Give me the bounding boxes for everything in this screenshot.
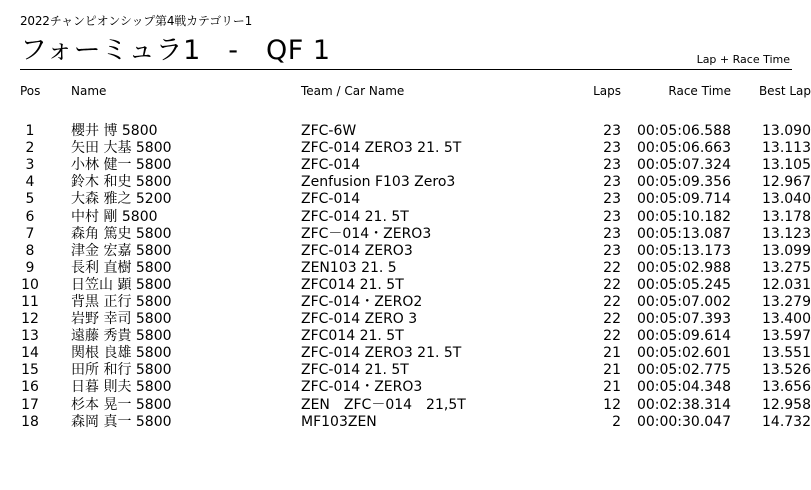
cell-race-time: 00:00:30.047: [636, 413, 731, 430]
cell-race-time: 00:05:04.348: [636, 379, 731, 396]
cell-laps: 22: [603, 259, 621, 276]
cell-race-time: 00:05:09.614: [636, 328, 731, 345]
cell-best-lap: 12.958: [762, 396, 811, 413]
cell-team: ZFC-014・ZERO3: [301, 379, 423, 396]
table-row: [8, 277, 811, 294]
cell-team: ZEN ZFC－014 21,5T: [301, 396, 466, 413]
report-mode-label: Lap + Race Time: [696, 53, 790, 66]
cell-name: 森岡 真一 5800: [71, 413, 172, 430]
column-header-pos: Pos: [20, 84, 41, 98]
cell-race-time: 00:05:02.775: [636, 362, 731, 379]
cell-race-time: 00:05:06.588: [636, 123, 731, 140]
cell-team: ZFC-6W: [301, 123, 357, 140]
cell-laps: 23: [603, 242, 621, 259]
page-title: フォーミュラ1 - QF 1: [20, 35, 331, 66]
cell-name: 遠藤 秀貴 5800: [71, 328, 172, 345]
cell-name: 大森 雅之 5200: [71, 191, 172, 208]
table-row: [8, 379, 811, 396]
cell-best-lap: 13.551: [762, 345, 811, 362]
cell-pos: 8: [25, 242, 35, 259]
table-row: [8, 397, 811, 414]
cell-pos: 16: [21, 379, 39, 396]
cell-pos: 10: [21, 276, 39, 293]
cell-name: 津金 宏嘉 5800: [71, 242, 172, 259]
cell-pos: 9: [25, 259, 35, 276]
cell-laps: 23: [603, 140, 621, 157]
cell-name: 杉本 晃一 5800: [71, 396, 172, 413]
cell-race-time: 00:05:07.324: [636, 157, 731, 174]
cell-laps: 21: [603, 379, 621, 396]
cell-team: ZFC-014: [301, 191, 361, 208]
table-row: [8, 414, 811, 431]
column-header-race-time: Race Time: [668, 84, 731, 98]
table-row: [8, 362, 811, 379]
cell-team: ZFC014 21. 5T: [301, 276, 404, 293]
cell-best-lap: 13.279: [762, 293, 811, 310]
cell-best-lap: 13.090: [762, 123, 811, 140]
cell-team: ZFC-014 ZERO3 21. 5T: [301, 140, 462, 157]
table-row: [8, 123, 811, 140]
cell-best-lap: 13.123: [762, 225, 811, 242]
cell-team: ZFC-014: [301, 157, 361, 174]
cell-pos: 14: [21, 345, 39, 362]
cell-race-time: 00:05:07.002: [636, 293, 731, 310]
cell-laps: 22: [603, 276, 621, 293]
table-row: [8, 345, 811, 362]
header-divider: [20, 69, 792, 70]
cell-laps: 2: [612, 413, 621, 430]
cell-name: 関根 良雄 5800: [71, 345, 172, 362]
cell-pos: 12: [21, 311, 39, 328]
cell-race-time: 00:05:05.245: [636, 276, 731, 293]
cell-team: ZFC-014 21. 5T: [301, 208, 409, 225]
table-row: [8, 174, 811, 191]
cell-race-time: 00:05:09.356: [636, 174, 731, 191]
cell-name: 矢田 大基 5800: [71, 140, 172, 157]
table-row: [8, 328, 811, 345]
cell-best-lap: 13.113: [762, 140, 811, 157]
cell-pos: 4: [25, 174, 35, 191]
column-header-team: Team / Car Name: [301, 84, 405, 98]
table-row: [8, 157, 811, 174]
cell-race-time: 00:05:06.663: [636, 140, 731, 157]
column-header-laps: Laps: [593, 84, 621, 98]
cell-laps: 23: [603, 123, 621, 140]
cell-laps: 22: [603, 328, 621, 345]
cell-laps: 21: [603, 345, 621, 362]
cell-team: ZFC-014・ZERO2: [301, 293, 423, 310]
table-row: [8, 260, 811, 277]
cell-pos: 15: [21, 362, 39, 379]
cell-laps: 22: [603, 293, 621, 310]
cell-team: ZFC-014 ZERO3 21. 5T: [301, 345, 462, 362]
cell-team: ZFC－014・ZERO3: [301, 225, 432, 242]
cell-pos: 13: [21, 328, 39, 345]
cell-team: ZFC-014 21. 5T: [301, 362, 409, 379]
cell-race-time: 00:05:02.601: [636, 345, 731, 362]
cell-pos: 17: [21, 396, 39, 413]
cell-name: 森角 篤史 5800: [71, 225, 172, 242]
cell-laps: 22: [603, 311, 621, 328]
cell-best-lap: 13.400: [762, 311, 811, 328]
cell-team: ZFC-014 ZERO 3: [301, 311, 418, 328]
cell-race-time: 00:05:02.988: [636, 259, 731, 276]
cell-laps: 12: [603, 396, 621, 413]
cell-race-time: 00:05:10.182: [636, 208, 731, 225]
header-spacer: [8, 112, 811, 123]
cell-name: 鈴木 和史 5800: [71, 174, 172, 191]
cell-pos: 7: [25, 225, 35, 242]
cell-best-lap: 13.178: [762, 208, 811, 225]
cell-name: 小林 健一 5800: [71, 157, 172, 174]
cell-best-lap: 13.040: [762, 191, 811, 208]
cell-pos: 3: [25, 157, 35, 174]
cell-team: ZFC-014 ZERO3: [301, 242, 413, 259]
cell-best-lap: 12.031: [762, 276, 811, 293]
cell-team: Zenfusion F103 Zero3: [301, 174, 456, 191]
cell-race-time: 00:05:07.393: [636, 311, 731, 328]
cell-laps: 23: [603, 225, 621, 242]
results-body: [8, 112, 811, 431]
table-row: [8, 191, 811, 208]
cell-name: 櫻井 博 5800: [71, 123, 158, 140]
table-row: [8, 140, 811, 157]
column-header-name: Name: [71, 84, 107, 98]
cell-pos: 6: [25, 208, 35, 225]
cell-race-time: 00:05:13.087: [636, 225, 731, 242]
cell-name: 日笠山 顕 5800: [71, 276, 172, 293]
cell-laps: 23: [603, 191, 621, 208]
event-subtitle: 2022チャンピオンシップ第4戦カテゴリー1: [20, 14, 253, 28]
table-row: [8, 208, 811, 225]
cell-laps: 23: [603, 174, 621, 191]
table-row: [8, 311, 811, 328]
cell-best-lap: 13.099: [762, 242, 811, 259]
table-row: [8, 294, 811, 311]
cell-name: 背黒 正行 5800: [71, 293, 172, 310]
cell-pos: 18: [21, 413, 39, 430]
cell-name: 日暮 則夫 5800: [71, 379, 172, 396]
cell-pos: 11: [21, 293, 39, 310]
table-row: [8, 243, 811, 260]
cell-race-time: 00:05:13.173: [636, 242, 731, 259]
cell-race-time: 00:05:09.714: [636, 191, 731, 208]
cell-best-lap: 12.967: [762, 174, 811, 191]
cell-best-lap: 13.597: [762, 328, 811, 345]
cell-best-lap: 13.105: [762, 157, 811, 174]
cell-pos: 5: [25, 191, 35, 208]
table-header-row: [8, 79, 811, 112]
cell-name: 岩野 幸司 5800: [71, 311, 172, 328]
cell-race-time: 00:02:38.314: [636, 396, 731, 413]
column-header-best-lap: Best Lap: [758, 84, 811, 98]
cell-best-lap: 13.275: [762, 259, 811, 276]
cell-best-lap: 13.526: [762, 362, 811, 379]
cell-best-lap: 13.656: [762, 379, 811, 396]
cell-laps: 21: [603, 362, 621, 379]
cell-name: 中村 剛 5800: [71, 208, 158, 225]
cell-team: ZEN103 21. 5: [301, 259, 397, 276]
cell-best-lap: 14.732: [762, 413, 811, 430]
cell-laps: 23: [603, 157, 621, 174]
cell-team: ZFC014 21. 5T: [301, 328, 404, 345]
cell-name: 長利 直樹 5800: [71, 259, 172, 276]
cell-pos: 2: [25, 140, 35, 157]
cell-team: MF103ZEN: [301, 413, 377, 430]
table-row: [8, 226, 811, 243]
cell-laps: 23: [603, 208, 621, 225]
spacer-cell: [8, 112, 811, 123]
results-table: [8, 79, 811, 431]
cell-pos: 1: [25, 123, 35, 140]
cell-name: 田所 和行 5800: [71, 362, 172, 379]
